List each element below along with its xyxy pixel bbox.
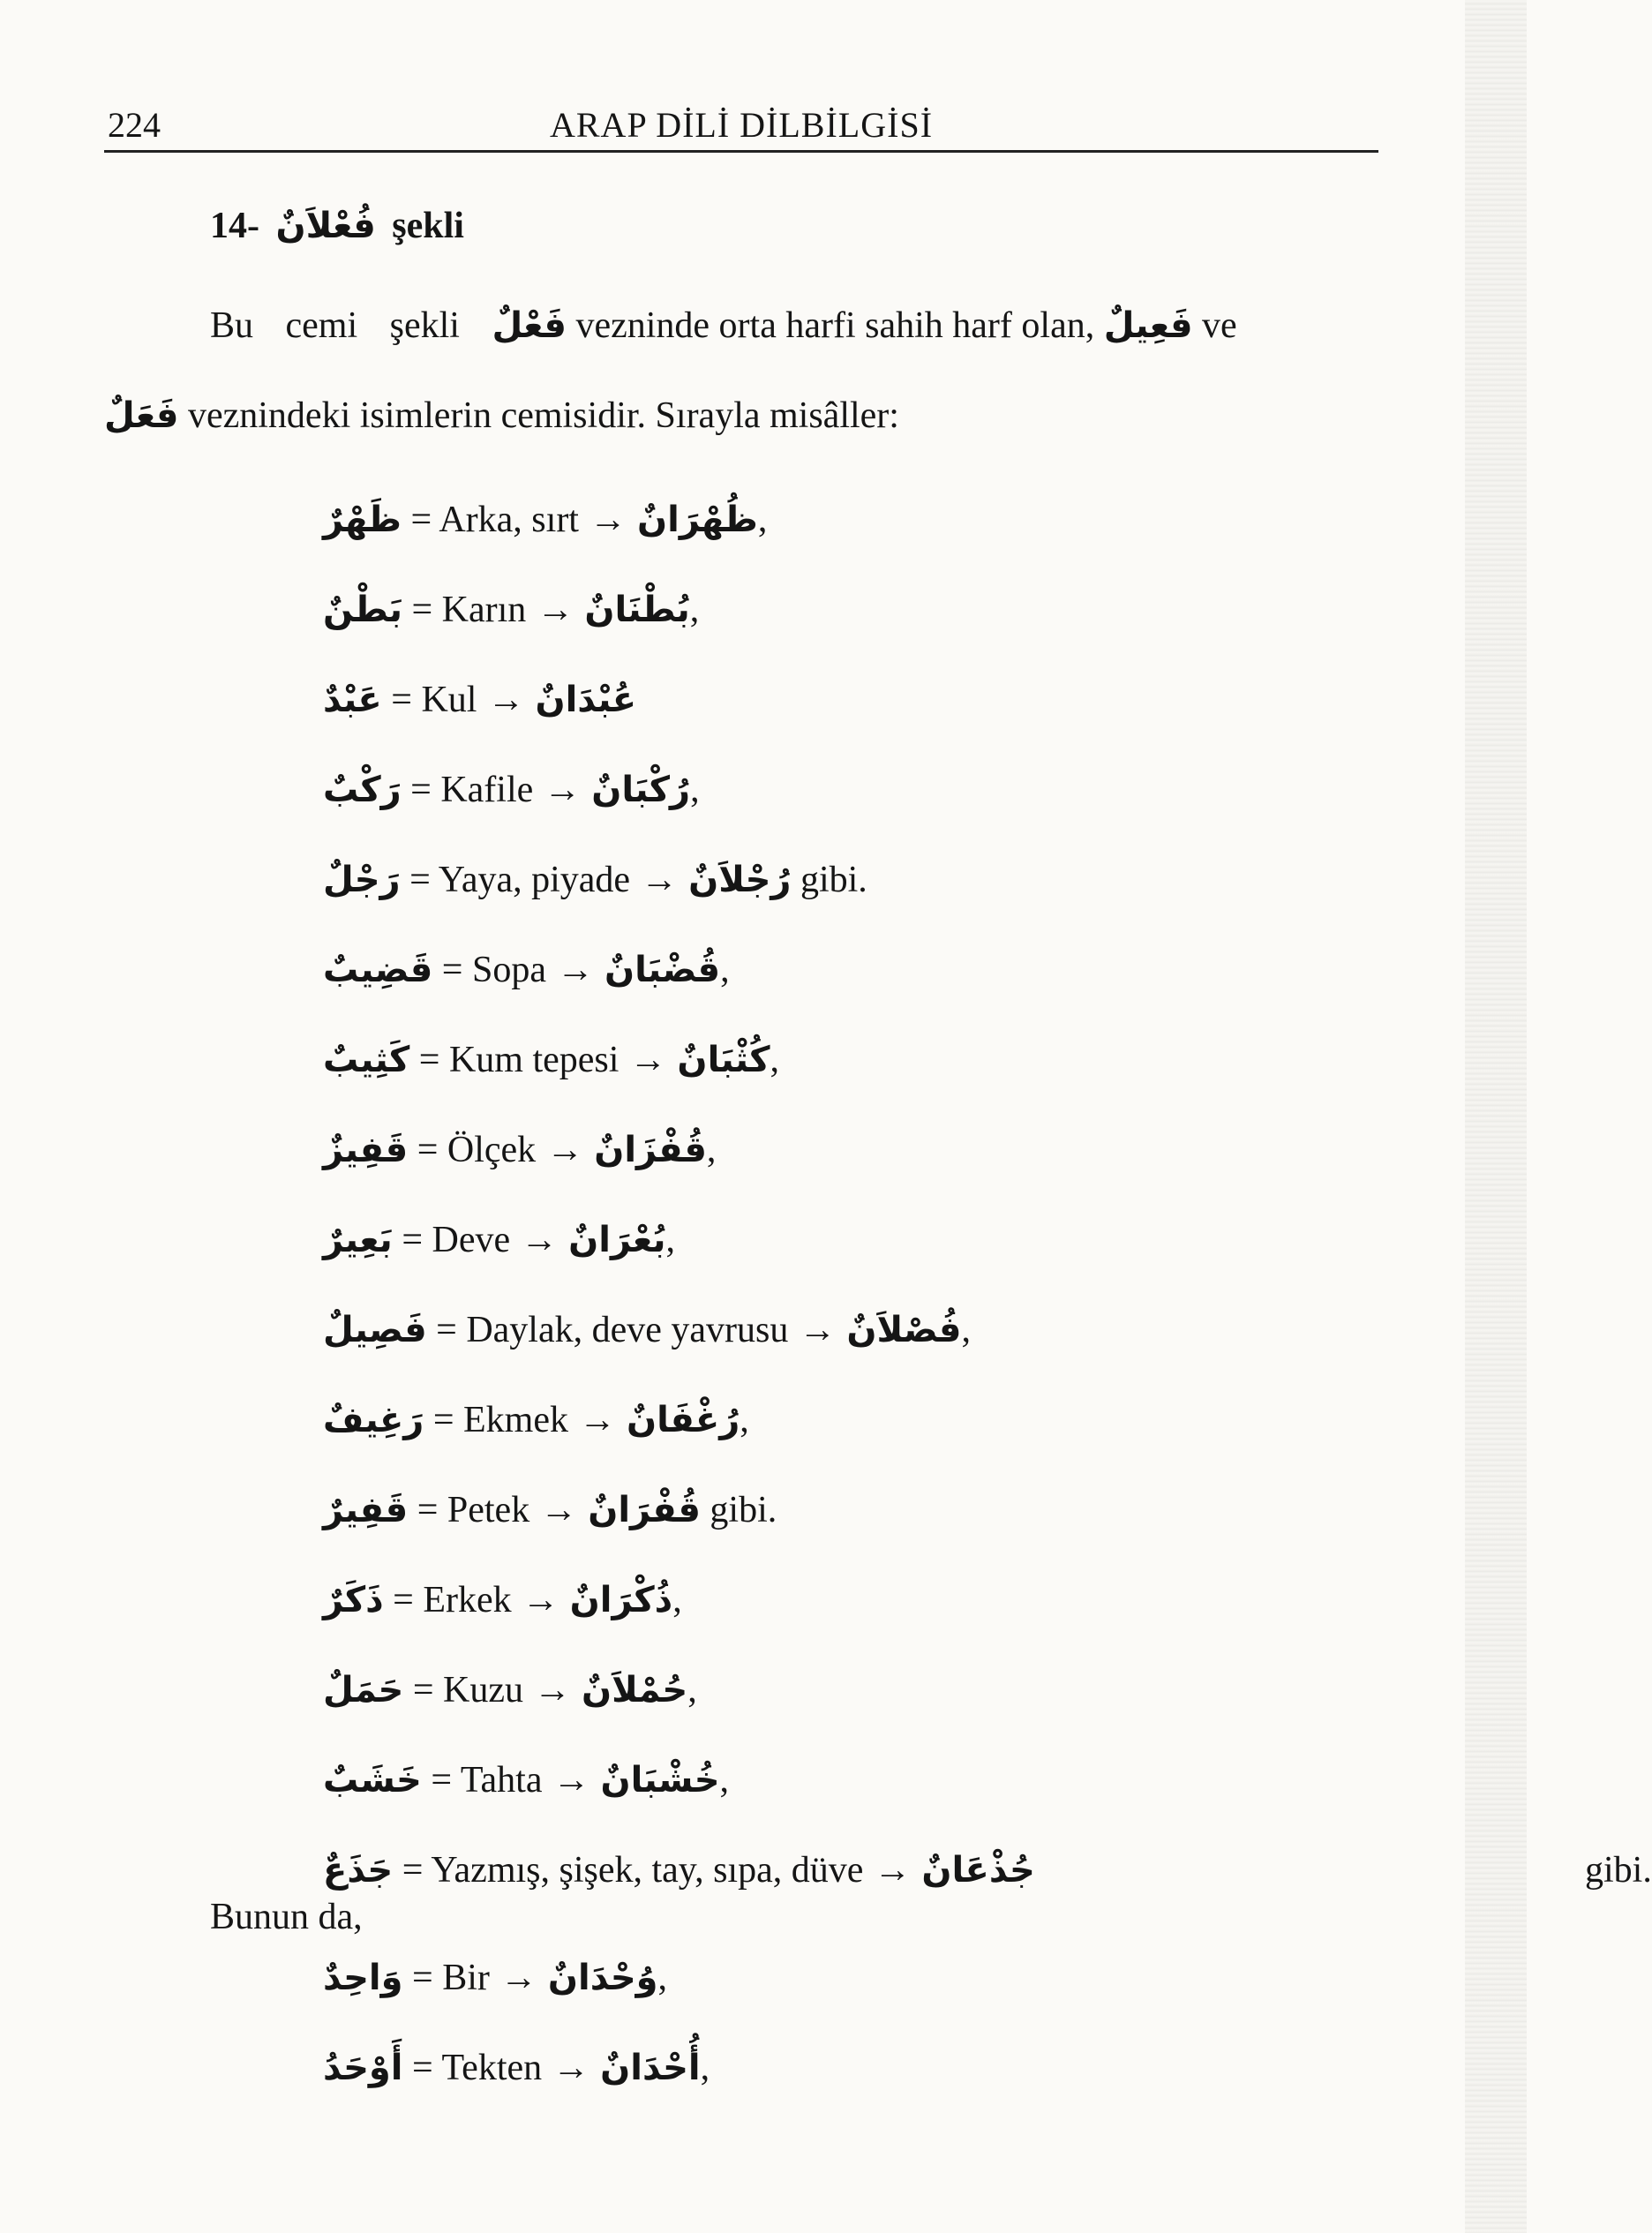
plural: قُفْزَانٌ xyxy=(594,1130,707,1170)
intro-word: cemi xyxy=(285,305,358,346)
singular: رَكْبٌ xyxy=(323,770,402,810)
plural: بُطْنَانٌ xyxy=(584,590,690,630)
row-end: , xyxy=(700,2048,710,2088)
singular: ظَهْرٌ xyxy=(323,500,402,540)
equals: = xyxy=(402,1850,424,1891)
singular: خَشَبٌ xyxy=(323,1760,422,1801)
equals: = xyxy=(417,1130,439,1170)
plural: قُفْرَانٌ xyxy=(588,1490,701,1530)
meaning: Kuzu xyxy=(443,1670,524,1710)
singular: فَصِيلٌ xyxy=(323,1310,427,1350)
meaning: Kum tepesi xyxy=(448,1040,620,1080)
example-row xyxy=(323,835,1035,925)
singular: حَمَلٌ xyxy=(323,1670,404,1710)
example-row xyxy=(323,1195,1035,1285)
row-end: , xyxy=(657,1958,668,1998)
scan-edge-texture xyxy=(1465,0,1527,2233)
singular: رَجْلٌ xyxy=(323,860,401,900)
arrow-icon: → xyxy=(537,590,574,630)
equals: = xyxy=(410,770,432,810)
plural: فُصْلاَنٌ xyxy=(846,1310,962,1350)
meaning: Bir xyxy=(442,1958,490,1998)
meaning: Tahta xyxy=(460,1760,543,1801)
section-label: şekli xyxy=(392,206,464,246)
example-row xyxy=(323,655,1035,745)
arrow-icon: → xyxy=(522,1580,559,1620)
arrow-icon: → xyxy=(578,1400,616,1440)
meaning: Erkek xyxy=(423,1580,512,1620)
arrow-icon: → xyxy=(544,770,582,810)
header-rule xyxy=(104,150,1378,153)
meaning: Yaya, piyade xyxy=(438,860,631,900)
equals: = xyxy=(412,1670,434,1710)
meaning: Deve xyxy=(432,1220,511,1260)
equals: = xyxy=(412,1958,433,1998)
singular: قَفِيرٌ xyxy=(323,1490,409,1530)
singular: رَغِيفٌ xyxy=(323,1400,424,1440)
arrow-icon: → xyxy=(556,950,594,990)
row-end: , xyxy=(961,1310,971,1350)
plural: خُشْبَانٌ xyxy=(600,1760,720,1801)
arrow-icon: → xyxy=(499,1958,537,1998)
equals: = xyxy=(436,1310,457,1350)
intro-word: şekli xyxy=(389,305,460,346)
row-end: gibi. xyxy=(791,860,867,900)
row-end: , xyxy=(689,590,700,630)
example-row xyxy=(323,1465,1035,1555)
example-row xyxy=(323,1375,1035,1465)
example-row xyxy=(323,565,1035,655)
singular: أَوْحَدُ xyxy=(323,2048,403,2088)
plural: عُبْدَانٌ xyxy=(535,680,637,720)
section-number: 14- xyxy=(210,206,259,246)
arrow-icon: → xyxy=(487,680,525,720)
example-row xyxy=(323,1015,1035,1105)
row-end: , xyxy=(687,1670,697,1710)
examples-list-2 xyxy=(323,1933,710,2113)
example-row xyxy=(323,745,1035,835)
equals: = xyxy=(417,1490,439,1530)
arrow-icon: → xyxy=(641,860,679,900)
row-end: gibi. xyxy=(1585,1850,1652,1891)
arabic-pattern-fail: فَعِيلٌ xyxy=(1103,305,1193,346)
arrow-icon: → xyxy=(534,1670,572,1710)
meaning: Ölçek xyxy=(447,1130,537,1170)
intro-line-1 xyxy=(210,307,1348,344)
equals: = xyxy=(432,1400,454,1440)
intro-line-2 xyxy=(104,397,899,434)
plural: أُحْدَانٌ xyxy=(600,2048,701,2088)
plural: ظُهْرَانٌ xyxy=(636,500,758,540)
equals: = xyxy=(402,1220,423,1260)
page-number: 224 xyxy=(108,105,161,145)
arabic-pattern-faal2: فَعَلٌ xyxy=(104,395,179,436)
intro-text: veznindeki isimlerin cemisidir. Sırayla misâller: xyxy=(187,395,899,436)
row-end: , xyxy=(740,1400,749,1440)
plural: جُذْعَانٌ xyxy=(921,1850,1035,1891)
equals: = xyxy=(431,1760,453,1801)
row-end: , xyxy=(720,950,730,990)
arrow-icon: → xyxy=(540,1490,578,1530)
meaning: Ekmek xyxy=(463,1400,568,1440)
arabic-pattern-faal: فَعْلٌ xyxy=(492,305,567,346)
arrow-icon: → xyxy=(874,1850,912,1891)
plural: ذُكْرَانٌ xyxy=(569,1580,673,1620)
plural: حُمْلاَنٌ xyxy=(582,1670,688,1710)
row-end: , xyxy=(665,1220,675,1260)
equals: = xyxy=(441,950,463,990)
equals: = xyxy=(412,2048,433,2088)
arrow-icon: → xyxy=(546,1130,584,1170)
example-row xyxy=(323,1285,1035,1375)
example-row xyxy=(323,1735,1035,1825)
equals: = xyxy=(391,680,412,720)
section-title xyxy=(210,205,464,247)
equals: = xyxy=(410,500,432,540)
bunun-da-text: Bunun da, xyxy=(210,1897,363,1937)
meaning: Karın xyxy=(441,590,527,630)
meaning: Kafile xyxy=(440,770,534,810)
meaning: Kul xyxy=(421,680,477,720)
singular: جَذَعٌ xyxy=(323,1850,394,1891)
meaning: Sopa xyxy=(471,950,546,990)
singular: بَطْنٌ xyxy=(323,590,402,630)
example-row xyxy=(323,2023,710,2113)
equals: = xyxy=(409,860,431,900)
plural: قُضْبَانٌ xyxy=(604,950,721,990)
arrow-icon: → xyxy=(552,1760,590,1801)
intro-text: vezninde orta harfi sahih harf olan, xyxy=(575,305,1095,346)
row-end: , xyxy=(757,500,768,540)
intro-word: Bu xyxy=(210,305,254,346)
example-row-last xyxy=(323,1825,1652,1915)
arrow-icon: → xyxy=(799,1310,837,1350)
example-row xyxy=(323,1555,1035,1645)
plural: بُعْرَانٌ xyxy=(568,1220,666,1260)
plural: كُثْبَانٌ xyxy=(677,1040,770,1080)
plural: وُحْدَانٌ xyxy=(547,1958,658,1998)
example-row xyxy=(323,475,1035,565)
row-end: , xyxy=(719,1760,730,1801)
singular: قَفِيزٌ xyxy=(323,1130,409,1170)
equals: = xyxy=(411,590,433,630)
singular: وَاحِدٌ xyxy=(323,1958,403,1998)
section-arabic-pattern: فُعْلاَنٌ xyxy=(275,206,376,246)
meaning: Petek xyxy=(447,1490,530,1530)
plural: رُكْبَانٌ xyxy=(591,770,691,810)
equals: = xyxy=(393,1580,414,1620)
row-end: , xyxy=(706,1130,717,1170)
intro-word: ve xyxy=(1202,305,1237,346)
singular: كَثِيبٌ xyxy=(323,1040,410,1080)
row-end: , xyxy=(672,1580,682,1620)
equals: = xyxy=(418,1040,440,1080)
plural: رُجْلاَنٌ xyxy=(688,860,792,900)
example-row xyxy=(323,1105,1035,1195)
row-end: gibi. xyxy=(700,1490,777,1530)
running-title: ARAP DİLİ DİLBİLGİSİ xyxy=(549,105,934,145)
examples-list xyxy=(323,475,1652,1915)
row-end: , xyxy=(770,1040,779,1080)
row-end: , xyxy=(690,770,700,810)
arrow-icon: → xyxy=(589,500,627,540)
example-row xyxy=(323,1645,1035,1735)
singular: ذَكَرٌ xyxy=(323,1580,384,1620)
example-row xyxy=(323,925,1035,1015)
arrow-icon: → xyxy=(629,1040,667,1080)
meaning: Yazmış, şişek, tay, sıpa, düve xyxy=(431,1850,864,1891)
singular: بَعِيرٌ xyxy=(323,1220,393,1260)
example-row xyxy=(323,1933,710,2023)
plural: رُغْفَانٌ xyxy=(626,1400,740,1440)
arrow-icon: → xyxy=(521,1220,559,1260)
arrow-icon: → xyxy=(552,2048,590,2088)
meaning: Tekten xyxy=(441,2048,543,2088)
meaning: Daylak, deve yavrusu xyxy=(466,1310,789,1350)
singular: قَضِيبٌ xyxy=(323,950,433,990)
meaning: Arka, sırt xyxy=(439,500,579,540)
singular: عَبْدٌ xyxy=(323,680,382,720)
